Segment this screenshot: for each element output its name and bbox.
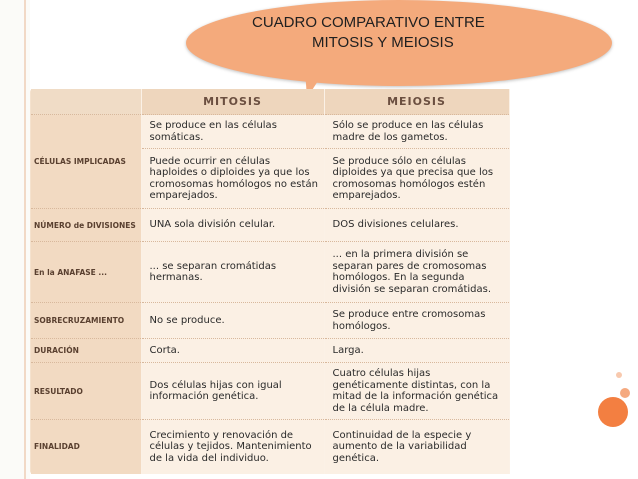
cell-text: Se produce entre cromosomas homólogos. (332, 309, 486, 332)
cell-text: Corta. (149, 344, 180, 356)
table-row (31, 339, 509, 363)
meiosis-cell (324, 209, 509, 242)
cell-text: UNA sola división celular. (149, 219, 276, 231)
mitosis-cell (141, 149, 324, 209)
meiosis-cell (324, 149, 509, 209)
mitosis-cell (141, 363, 324, 420)
title-line-2: MITOSIS Y MEIOSIS (312, 34, 454, 51)
mitosis-cell (141, 115, 324, 149)
decorative-line (24, 0, 26, 479)
row-label: CÉLULAS IMPLICADAS (31, 115, 141, 209)
header-meiosis: MEIOSIS (324, 89, 509, 115)
row-label: FINALIDAD (31, 420, 141, 474)
decorative-dot-large (598, 397, 628, 427)
cell-text: Larga. (332, 344, 364, 356)
comparison-table-image (30, 89, 510, 474)
row-label: NÚMERO de DIVISIONES (31, 209, 141, 242)
meiosis-cell (324, 303, 509, 339)
cell-text: Se produce sólo en células diploides ya que precisa que los cromosomas homólogos estén emparejados. (332, 155, 494, 201)
table-row (31, 420, 509, 474)
cell-text: ... en la primera división se separan pares de cromosomas homólogos. En la segunda división se separan cromátidas. (332, 249, 492, 295)
mitosis-cell (141, 420, 324, 474)
cell-text: Dos células hijas con igual información genética. (149, 379, 282, 402)
row-label: SOBRECRUZAMIENTO (31, 303, 141, 339)
title-line-1: CUADRO COMPARATIVO ENTRE (252, 14, 485, 31)
meiosis-cell (324, 242, 509, 303)
meiosis-cell (324, 339, 509, 363)
cell-text: Crecimiento y renovación de células y tejidos. Mantenimiento de la vida del individuo. (149, 429, 312, 464)
cell-text: No se produce. (149, 314, 225, 326)
comparison-table (31, 89, 510, 474)
table-row (31, 303, 509, 339)
meiosis-cell (324, 363, 509, 420)
cell-text: ... se separan cromátidas hermanas. (149, 260, 277, 283)
header-mitosis: MITOSIS (141, 89, 324, 115)
mitosis-cell (141, 303, 324, 339)
cell-text: Cuatro células hijas genéticamente distintas, con la mitad de la información genética de la célula madre. (332, 368, 499, 414)
meiosis-cell (324, 115, 509, 149)
mitosis-cell (141, 339, 324, 363)
cell-text: Se produce en las células somáticas. (149, 120, 277, 143)
slide-title (252, 13, 522, 53)
table-row (31, 209, 509, 242)
meiosis-cell (324, 420, 509, 474)
mitosis-cell (141, 242, 324, 303)
table-header-row (31, 89, 509, 115)
cell-text: Continuidad de la especie y aumento de la variabilidad genética. (332, 429, 472, 464)
row-label: En la ANAFASE ... (31, 242, 141, 303)
table-row (31, 363, 509, 420)
decorative-dot-small (616, 372, 622, 378)
table-row (31, 115, 509, 149)
cell-text: Puede ocurrir en células haploides o diploides ya que los cromosomas homólogos no están emparejados. (149, 155, 318, 201)
row-label: DURACIÓN (31, 339, 141, 363)
row-label: RESULTADO (31, 363, 141, 420)
table-row (31, 242, 509, 303)
header-corner (31, 89, 141, 115)
cell-text: Sólo se produce en las células madre de los gametos. (332, 120, 484, 143)
cell-text: DOS divisiones celulares. (332, 219, 459, 231)
mitosis-cell (141, 209, 324, 242)
decorative-dot-medium (620, 388, 630, 398)
